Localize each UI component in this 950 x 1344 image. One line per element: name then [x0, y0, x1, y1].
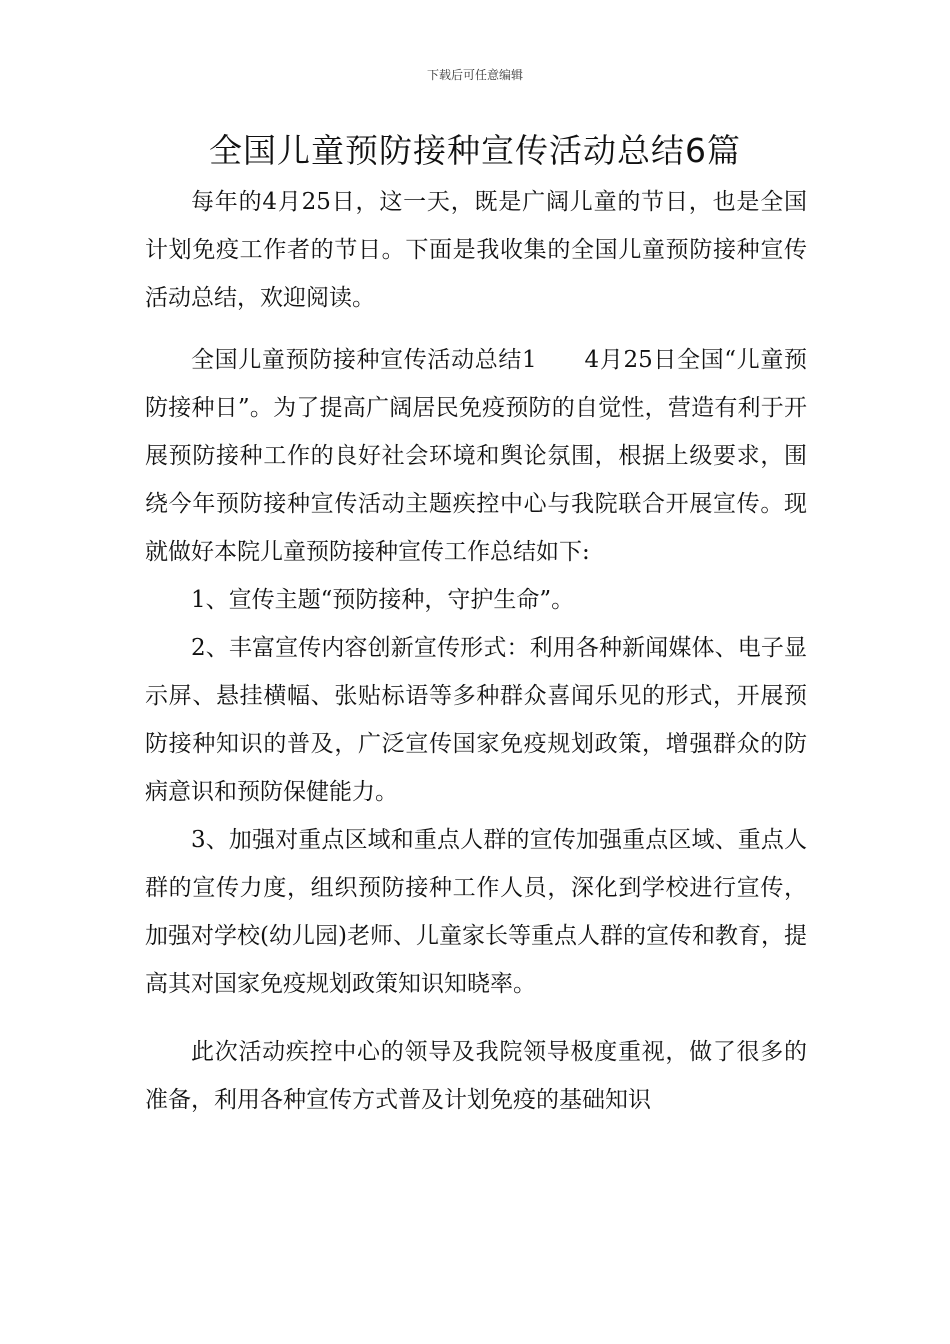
header-note: 下载后可任意编辑 — [426, 68, 523, 82]
paragraph-summary-1: 全国儿童预防接种宣传活动总结1 4月25日全国“儿童预防接种日”。为了提高广阔居民免疫预防的自觉性，营造有利于开展预防接种工作的良好社会环境和舆论氛围，根据上级要求，围绕今年预防接种宣传活动主题疾控中心与我院联合开展宣传。现就做好本院儿童预防接种宣传工作总结如下: — [145, 347, 807, 565]
paragraph-item-1: 1、宣传主题“预防接种，守护生命”。 — [191, 587, 575, 613]
paragraph-item-3: 3、加强对重点区域和重点人群的宣传加强重点区域、重点人群的宣传力度，组织预防接种工作人员，深化到学校进行宣传，加强对学校(幼儿园)老师、儿童家长等重点人群的宣传和教育，提高其对国家免疫规划政策知识知晓率。 — [145, 827, 807, 997]
document-body — [145, 178, 807, 1124]
document-title: 全国儿童预防接种宣传活动总结6篇 — [209, 131, 741, 170]
paragraph-item-2: 2、丰富宣传内容创新宣传形式：利用各种新闻媒体、电子显示屏、悬挂横幅、张贴标语等多种群众喜闻乐见的形式，开展预防接种知识的普及，广泛宣传国家免疫规划政策，增强群众的防病意识和预防保健能力。 — [145, 635, 807, 805]
paragraph-intro: 每年的4月25日，这一天，既是广阔儿童的节日，也是全国计划免疫工作者的节日。下面是我收集的全国儿童预防接种宣传活动总结，欢迎阅读。 — [145, 189, 807, 311]
paragraph-closing: 此次活动疾控中心的领导及我院领导极度重视，做了很多的准备，利用各种宣传方式普及计划免疫的基础知识 — [145, 1039, 807, 1113]
